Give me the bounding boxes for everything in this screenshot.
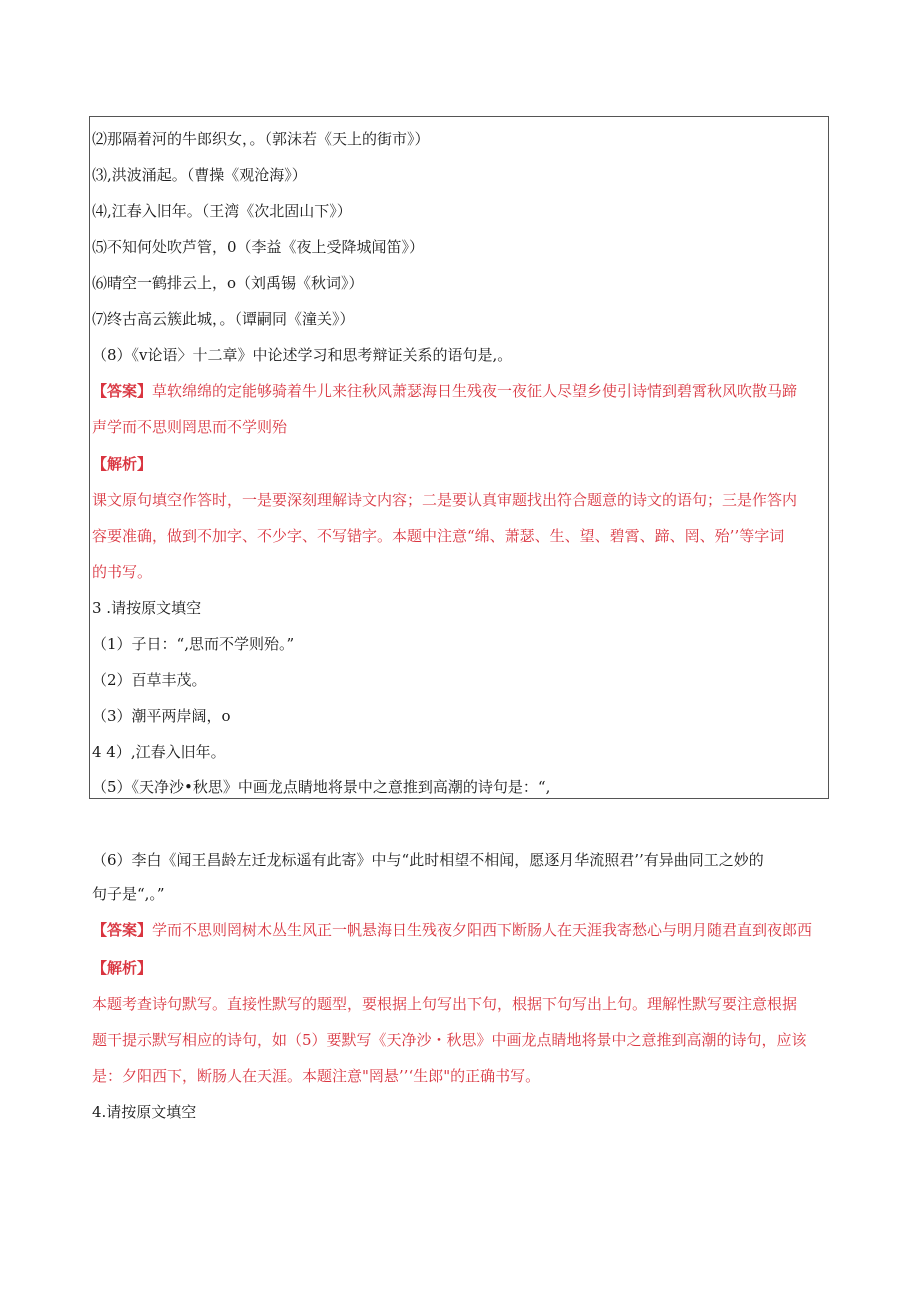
q6-line-1: （6）李白《闻王昌龄左迁龙标遥有此寄》中与“此时相望不相闻，愿逐月华流照君’’有异曲同工之妙的 <box>92 851 764 869</box>
q3-title: 3 .请按原文填空 <box>92 599 202 617</box>
analysis-tag-2: 【解析】 <box>92 959 153 977</box>
q3-item-3: （3）潮平两岸阔，o <box>92 707 231 725</box>
q3-item-1: （1）子日：“,思而不学则殆。” <box>92 635 295 653</box>
q3-item-4: 4 4）,江春入旧年。 <box>92 743 226 761</box>
analysis-line-3: 的书写。 <box>92 563 153 581</box>
answer-tag: 【答案】 <box>92 382 153 400</box>
box-line-2: ⑶,洪波涌起。（曹操《观沧海》） <box>92 166 307 184</box>
answer-line-1 <box>92 381 797 401</box>
answer-text-2: 学而不思则罔树木丛生风正一帆悬海日生残夜夕阳西下断肠人在天涯我寄愁心与明月随君直到夜郎西 <box>152 921 813 939</box>
q4-title: 4.请按原文填空 <box>92 1103 197 1121</box>
answer-text-1: 草软绵绵的定能够骑着牛儿来往秋风萧瑟海日生残夜一夜征人尽望乡使引诗情到碧霄秋风吹散马蹄 <box>152 382 798 400</box>
analysis-line-1: 课文原句填空作答时，一是要深刻理解诗文内容；二是要认真审题找出符合题意的诗文的语句；三是作答内 <box>92 491 798 509</box>
analysis-line-2: 容要准确，做到不加字、不少字、不写错字。本题中注意“绵、萧瑟、生、望、碧霄、蹄、罔、殆’’等字词 <box>92 527 785 545</box>
answer-line <box>92 920 812 940</box>
box-line-3: ⑷,江春入旧年。（王湾《次北固山下》） <box>92 202 352 220</box>
analysis-tag: 【解析】 <box>92 455 153 473</box>
box-line-6: ⑺终古高云簇此城，。（谭嗣同《潼关》） <box>92 310 355 328</box>
q3-item-5: （5）《天净沙•秋思》中画龙点睛地将景中之意推到高潮的诗句是：“, <box>92 778 551 796</box>
box-line-1: ⑵那隔着河的牛郎织女，。（郭沫若《天上的街市》） <box>92 130 430 148</box>
box-line-7: （8）《v论语〉十二章》中论述学习和思考辩证关系的语句是,。 <box>92 346 513 364</box>
analysis-line-2-1: 本题考查诗句默写。直接性默写的题型，要根据上句写出下句，根据下句写出上句。理解性默写要注意根据 <box>92 995 798 1013</box>
answer-tag-2: 【答案】 <box>92 921 153 939</box>
question-box <box>89 116 829 799</box>
box-line-5: ⑹晴空一鹤排云上，o（刘禹锡《秋词》） <box>92 274 364 292</box>
q3-item-2: （2）百草丰茂。 <box>92 671 207 689</box>
answer-line-2: 声学而不思则罔思而不学则殆 <box>92 418 288 436</box>
analysis-line-2-3: 是：夕阳西下，断肠人在天涯。本题注意"罔悬’’‘生郎"的正确书写。 <box>92 1067 541 1085</box>
box-line-4: ⑸不知何处吹芦管，0（李益《夜上受降城闻笛》） <box>92 238 425 256</box>
q6-line-2: 句子是“,。” <box>92 885 165 903</box>
analysis-line-2-2: 题干提示默写相应的诗句，如（5）要默写《天净沙・秋思》中画龙点睛地将景中之意推到高潮的诗句，应该 <box>92 1031 807 1049</box>
